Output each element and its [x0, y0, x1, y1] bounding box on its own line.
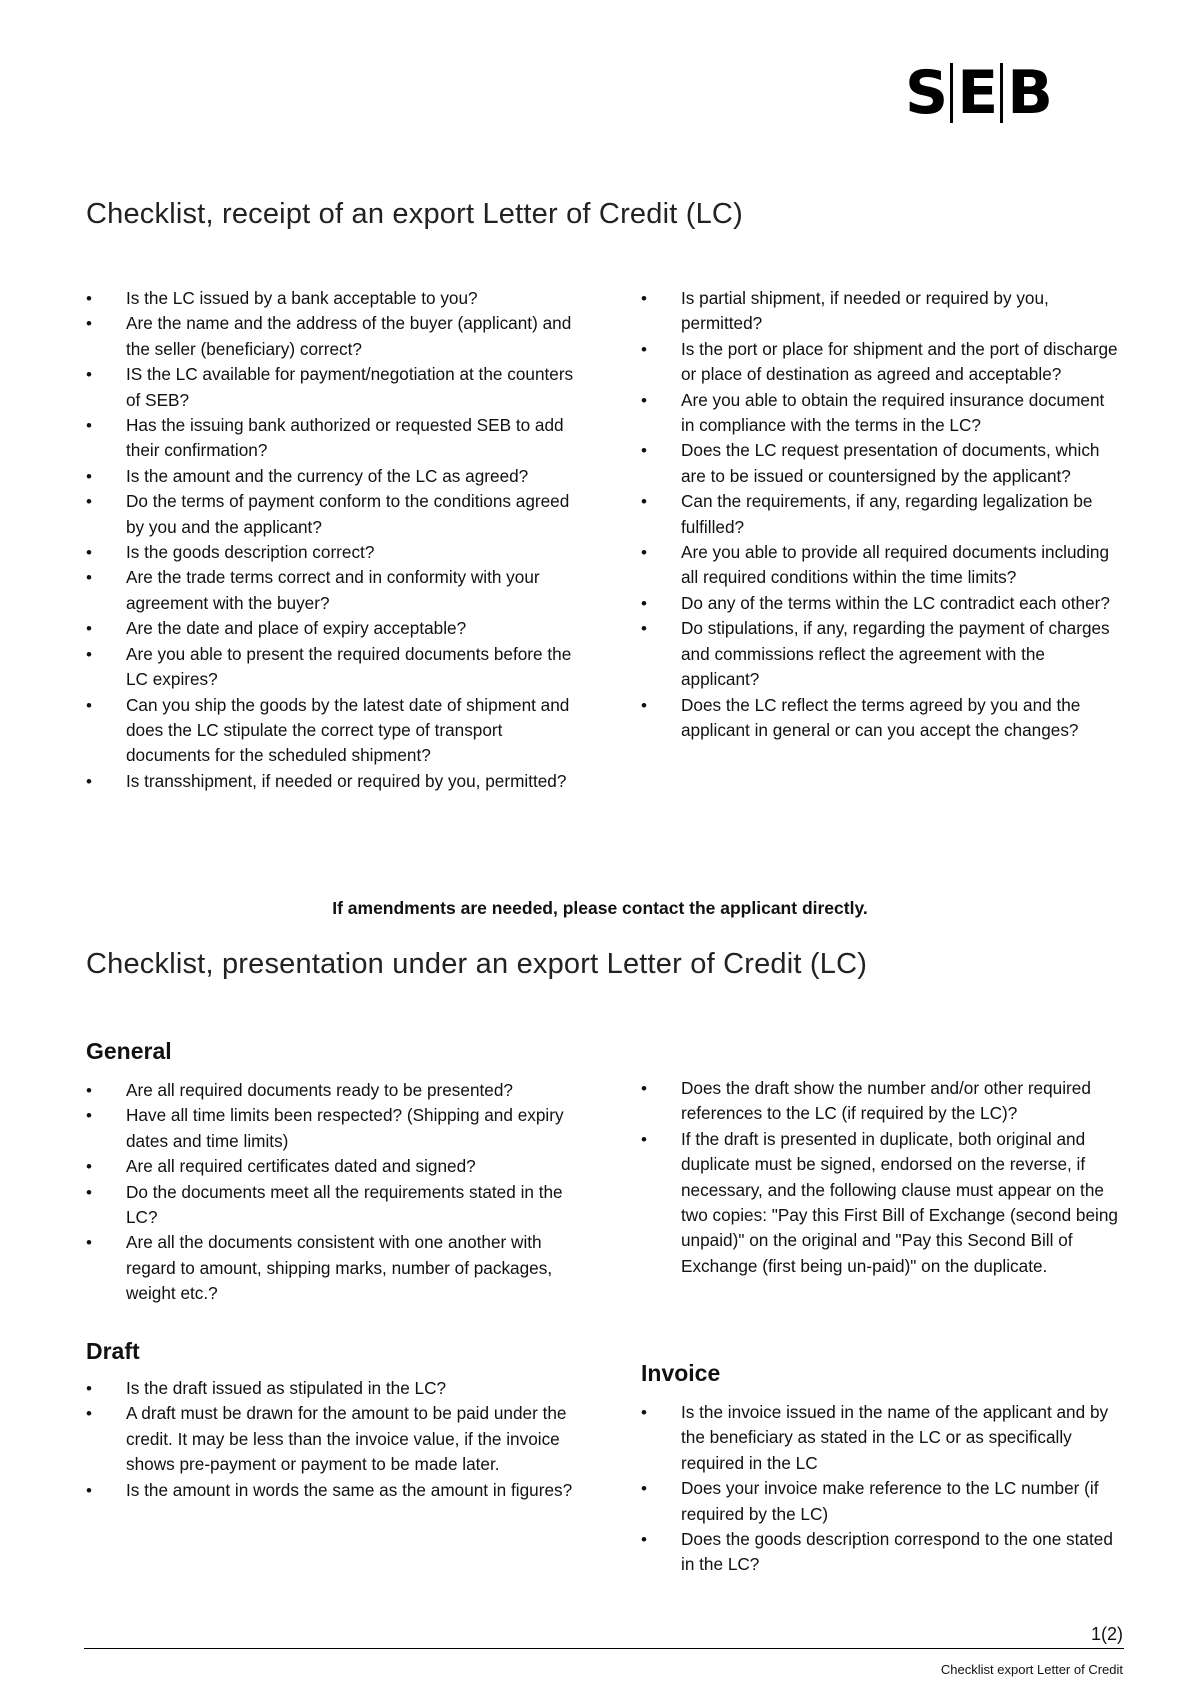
list-item: • Is the draft issued as stipulated in the LC? — [86, 1376, 576, 1401]
list-item: • Is the amount in words the same as the amount in figures? — [86, 1478, 576, 1503]
list-item: • Does the LC request presentation of documents, which are to be issued or countersigned by the applicant? — [641, 438, 1121, 489]
list-item: • If the draft is presented in duplicate, both original and duplicate must be signed, endorsed on the reverse, if necessary, and the following clause must appear on the two copies: "Pay this First Bill of Exchange (second being unpaid)" on the original and "Pay this Second Bill of Exchange (first being un-paid)" on the duplicate. — [641, 1127, 1131, 1279]
list-item: • Is the goods description correct? — [86, 540, 576, 565]
logo-letter-s: S — [905, 58, 947, 128]
list-item: • IS the LC available for payment/negotiation at the counters of SEB? — [86, 362, 576, 413]
section1-right-column — [641, 286, 1121, 743]
list-item: • Are you able to provide all required documents including all required conditions within the time limits? — [641, 540, 1121, 591]
list-item: • Are the trade terms correct and in conformity with your agreement with the buyer? — [86, 565, 576, 616]
list-item: • Does the LC reflect the terms agreed by you and the applicant in general or can you accept the changes? — [641, 693, 1121, 744]
list-item: • Has the issuing bank authorized or requested SEB to add their confirmation? — [86, 413, 576, 464]
list-item: • Do the terms of payment conform to the conditions agreed by you and the applicant? — [86, 489, 576, 540]
draft-heading: Draft — [86, 1338, 140, 1364]
seb-logo — [905, 58, 1051, 128]
list-item: • Does your invoice make reference to the LC number (if required by the LC) — [641, 1476, 1131, 1527]
amendments-notice: If amendments are needed, please contact the applicant directly. — [332, 898, 868, 918]
list-item: • Are you able to present the required documents before the LC expires? — [86, 642, 576, 693]
list-item: • Are all required documents ready to be presented? — [86, 1078, 576, 1103]
draft-right-column — [641, 1076, 1131, 1279]
list-item: • Is the port or place for shipment and the port of discharge or place of destination as agreed and acceptable? — [641, 337, 1121, 388]
list-item: • Is the invoice issued in the name of the applicant and by the beneficiary as stated in the LC or as specifically required in the LC — [641, 1400, 1131, 1476]
draft-column — [86, 1376, 576, 1503]
list-item: • Are all the documents consistent with one another with regard to amount, shipping marks, number of packages, weight etc.? — [86, 1230, 576, 1306]
list-item: • Do the documents meet all the requirements stated in the LC? — [86, 1180, 576, 1231]
section1-left-column — [86, 286, 576, 794]
invoice-heading: Invoice — [641, 1360, 721, 1386]
checklist-draft-continued — [641, 1076, 1131, 1279]
logo-letter-b: B — [1007, 58, 1051, 128]
list-item: • Are you able to obtain the required insurance document in compliance with the terms in the LC? — [641, 388, 1121, 439]
page-number: 1(2) — [1090, 1624, 1123, 1644]
general-heading: General — [86, 1038, 172, 1064]
checklist-invoice — [641, 1400, 1131, 1578]
list-item: • Are the date and place of expiry acceptable? — [86, 616, 576, 641]
footer-divider — [84, 1648, 1124, 1649]
list-item: • Is the LC issued by a bank acceptable to you? — [86, 286, 576, 311]
list-item: • Are the name and the address of the buyer (applicant) and the seller (beneficiary) correct? — [86, 311, 576, 362]
list-item: • Can the requirements, if any, regarding legalization be fulfilled? — [641, 489, 1121, 540]
list-item: • Can you ship the goods by the latest date of shipment and does the LC stipulate the correct type of transport documents for the scheduled shipment? — [86, 693, 576, 769]
section1-title: Checklist, receipt of an export Letter of Credit (LC) — [86, 198, 743, 230]
checklist-draft — [86, 1376, 576, 1503]
list-item: • A draft must be drawn for the amount to be paid under the credit. It may be less than the invoice value, if the invoice shows pre-payment or payment to be made later. — [86, 1401, 576, 1477]
checklist-general — [86, 1078, 576, 1307]
footer-text: Checklist export Letter of Credit — [940, 1662, 1123, 1677]
logo-divider — [1000, 63, 1003, 123]
list-item: • Are all required certificates dated and signed? — [86, 1154, 576, 1179]
list-item: • Is the amount and the currency of the LC as agreed? — [86, 464, 576, 489]
list-item: • Does the draft show the number and/or other required references to the LC (if required by the LC)? — [641, 1076, 1131, 1127]
list-item: • Does the goods description correspond to the one stated in the LC? — [641, 1527, 1131, 1578]
section2-title: Checklist, presentation under an export Letter of Credit (LC) — [86, 948, 868, 980]
general-column — [86, 1078, 576, 1307]
list-item: • Do any of the terms within the LC contradict each other? — [641, 591, 1121, 616]
list-item: • Have all time limits been respected? (Shipping and expiry dates and time limits) — [86, 1103, 576, 1154]
logo-letter-e: E — [957, 58, 997, 128]
logo-divider — [950, 63, 953, 123]
checklist-receipt-left — [86, 286, 576, 794]
list-item: • Do stipulations, if any, regarding the payment of charges and commissions reflect the agreement with the applicant? — [641, 616, 1121, 692]
list-item: • Is partial shipment, if needed or required by you, permitted? — [641, 286, 1121, 337]
checklist-receipt-right — [641, 286, 1121, 743]
list-item: • Is transshipment, if needed or required by you, permitted? — [86, 769, 576, 794]
invoice-column — [641, 1400, 1131, 1578]
